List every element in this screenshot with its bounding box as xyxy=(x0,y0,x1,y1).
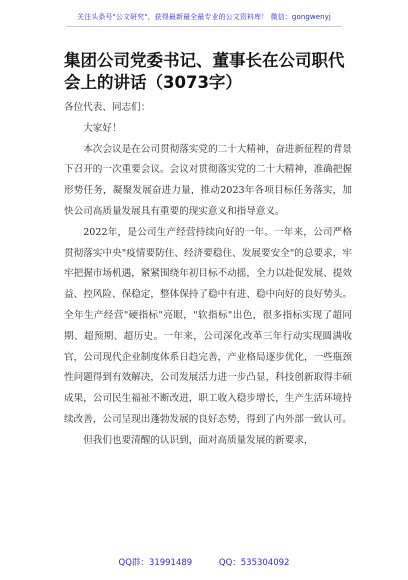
footer-qq-number: QQ：535304092 xyxy=(218,558,290,568)
body-paragraph-1: 本次会议是在公司贯彻落实党的二十大精神，奋进新征程的背景下召开的一次重要会议。会议对贯彻落实党的二十大精神，准确把握形势任务，凝聚发展奋进力量，推动2023年各项目标任务落实，加快公司高质量发展具有重要的现实意义和指导意义。 xyxy=(64,143,352,217)
header-promo-note: 关注头条号"公文研究"，获得最新最全最专业的公文资料库！ 微信：gongwenyj xyxy=(77,13,331,21)
body-paragraph-2: 2022年，是公司生产经营持续向好的一年。一年来，公司严格贯彻落实中央"疫情要防住、经济要稳住、发展要安全"的总要求，牢牢把握市场机遇，紧紧围绕年初目标不动摇，全力以赴促发展、提效益、控风险、保稳定，整体保持了稳中有进、稳中向好的良好势头。全年生产经营"硬指标"亮眼，"软指标"出色，很多指标实现了超同期、超预期、超历史。一年来，公司深化改革三年行动实现圆满收官，公司现代企业制度体系日趋完善，产业格局逐步优化，一些瓶颈性问题得到有效解决，公司发展活力进一步凸显，科技创新取得丰硕成果，公司民生福祉不断改进，职工收入稳步增长，生产生活环境持续改善，公司呈现出蓬勃发展的良好态势，得到了内外部一致认可。 xyxy=(64,226,352,425)
salutation: 各位代表、同志们： xyxy=(64,102,151,113)
footer-qq-group: QQ群：31991489 xyxy=(118,558,193,568)
header-divider xyxy=(66,26,342,27)
document-body xyxy=(64,98,352,452)
body-paragraph-3: 但我们也要清醒的认识到，面对高质量发展的新要求， xyxy=(83,434,314,446)
document-title: 集团公司党委书记、董事长在公司职代会上的讲话（3073字） xyxy=(64,51,345,92)
greeting: 大家好！ xyxy=(83,122,122,134)
footer-contact xyxy=(0,556,408,568)
